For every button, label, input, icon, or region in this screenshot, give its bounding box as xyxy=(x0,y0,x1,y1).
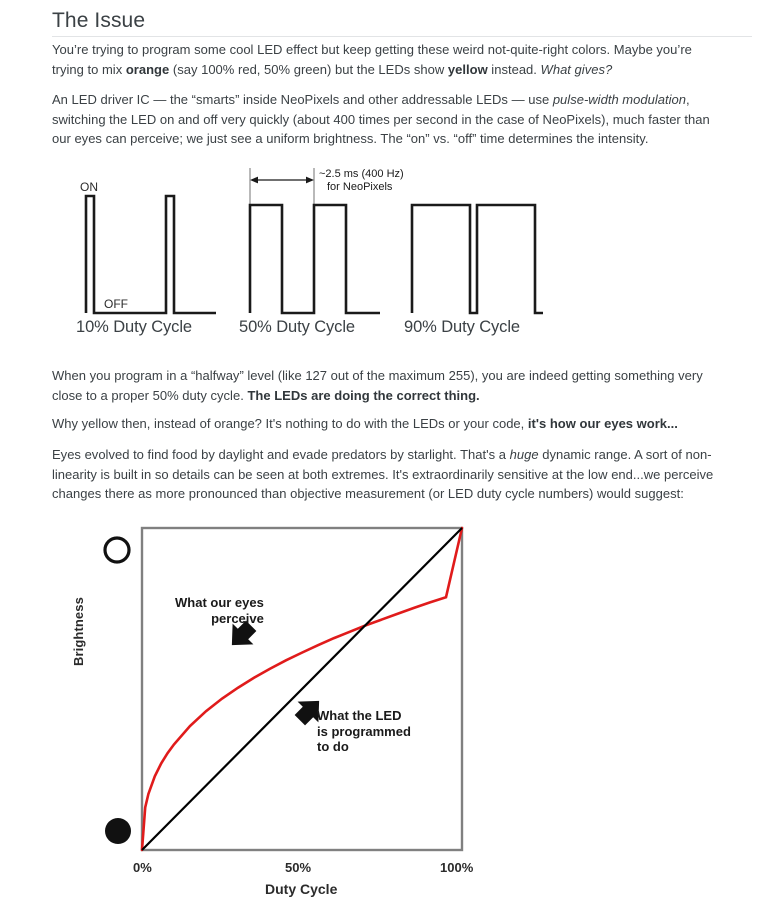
paragraph-intro xyxy=(52,40,720,79)
led-annotation-line2: is programmed xyxy=(317,723,411,739)
waveform-50-percent xyxy=(250,205,380,313)
paragraph-why-yellow xyxy=(52,414,720,434)
duty-caption-10: 10% Duty Cycle xyxy=(76,318,192,336)
led-annotation-line1: What the LED xyxy=(317,708,402,723)
led-annotation-text xyxy=(317,708,411,755)
p4-bold-eyes: it's how our eyes work... xyxy=(527,416,678,431)
paragraph-eyes-evolved xyxy=(52,445,720,504)
x-axis-label: Duty Cycle xyxy=(265,881,338,897)
p3-text-1: When you program in a “halfway” level (like 127 out of the maximum 255), you are indeed getting something very close to a proper 50% duty cycle. xyxy=(52,368,703,403)
dark-marker-icon xyxy=(105,818,131,844)
paragraph-pwm xyxy=(52,90,720,149)
duty-caption-50: 50% Duty Cycle xyxy=(239,318,355,336)
title-divider xyxy=(52,36,752,37)
p2-italic-pwm: pulse-width modulation xyxy=(552,92,686,107)
p3-bold-correct: The LEDs are doing the correct thing. xyxy=(247,387,480,403)
p2-text-2: , switching the LED on and off very quickly (about 400 times per second in the case of NeoPixels), much faster than our eyes can perceive; we just see a uniform brightness. The “on” vs. “off” time determines the intensity. xyxy=(52,92,710,147)
p1-bold-orange: orange xyxy=(125,61,170,77)
period-label-line2: for NeoPixels xyxy=(327,181,393,193)
waveform-10-percent xyxy=(86,196,216,313)
p1-text-3: instead. xyxy=(487,61,541,77)
off-label: OFF xyxy=(104,297,128,311)
p2-text-1: An LED driver IC — the “smarts” inside NeoPixels and other addressable LEDs — use xyxy=(52,92,553,107)
eyes-annotation-text xyxy=(175,595,264,626)
y-axis-label: Brightness xyxy=(71,597,86,666)
duty-caption-90: 90% Duty Cycle xyxy=(404,318,520,336)
p4-text-1: Why yellow then, instead of orange? It's nothing to do with the LEDs or your code, xyxy=(52,416,528,431)
p1-italic-whatgives: What gives? xyxy=(540,61,613,77)
p5-text-2: dynamic range. A sort of non-linearity is built in so details can be seen at both extremes. It's extraordinarily sensitive at the low end...we perceive changes there as more pronounced than objective measurement (or LED duty cycle numbers) would suggest: xyxy=(52,447,714,502)
brightness-perception-chart xyxy=(71,524,495,904)
eyes-annotation-line2: perceive xyxy=(211,610,264,626)
period-label-line1: ~2.5 ms (400 Hz) xyxy=(319,168,404,180)
waveform-90-percent xyxy=(412,205,543,313)
p5-text-1: Eyes evolved to find food by daylight and evade predators by starlight. That's a xyxy=(52,447,510,462)
p1-text-1: You’re trying to program some cool LED effect but keep getting these weird not-quite-right colors. Maybe you’re trying to mix xyxy=(52,42,692,77)
bright-marker-icon xyxy=(105,538,129,562)
x-tick-50: 50% xyxy=(285,860,312,875)
eyes-annotation-line1: What our eyes xyxy=(175,595,264,610)
p1-bold-yellow: yellow xyxy=(447,61,488,77)
x-tick-0: 0% xyxy=(133,860,152,875)
p5-italic-huge: huge xyxy=(509,447,539,462)
led-annotation-line3: to do xyxy=(317,739,349,754)
x-tick-100: 100% xyxy=(440,860,474,875)
p1-text-2: (say 100% red, 50% green) but the LEDs show xyxy=(169,61,448,77)
paragraph-halfway xyxy=(52,366,720,405)
on-label: ON xyxy=(80,180,98,194)
page-title: The Issue xyxy=(52,9,146,32)
period-dimension xyxy=(250,168,404,204)
